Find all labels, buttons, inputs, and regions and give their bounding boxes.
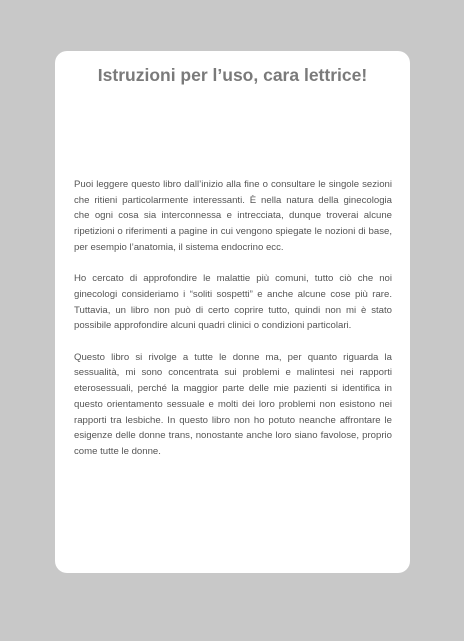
body-text	[74, 177, 392, 460]
paragraph-3: Questo libro si rivolge a tutte le donne ma, per quanto riguarda la sessualità, mi sono concentrata sui problemi e malintesi nei rapporti eterosessuali, perché la maggior parte delle mie pazienti si identifica in questo orientamento sessuale e molti dei loro problemi non esistono nei rapporti tra lesbiche. In questo libro non ho potuto neanche affrontare le esigenze delle donne trans, nonostante anche loro siano favolose, proprio come tutte le donne.	[74, 351, 392, 457]
paragraph-2: Ho cercato di approfondire le malattie più comuni, tutto ciò che noi ginecologi consideriamo i “soliti sospetti” e anche alcune cose più rare. Tuttavia, un libro non può di certo coprire tutto, quindi non mi è stato possibile approfondire alcuni quadri clinici o condizioni particolari.	[74, 273, 392, 332]
book-page	[55, 51, 410, 573]
paragraph-1: Puoi leggere questo libro dall’inizio alla fine o consultare le singole sezioni che ritieni particolarmente interessanti. È nella natura della ginecologia che ogni cosa sia interconnessa e intrecciata, dunque troverai alcune ripetizioni o riferimenti a pagine in cui vengono spiegate le nozioni di base, per esempio l’anatomia, il sistema endocrino ecc.	[74, 179, 392, 253]
page-title: Istruzioni per l’uso, cara lettrice!	[97, 65, 368, 85]
